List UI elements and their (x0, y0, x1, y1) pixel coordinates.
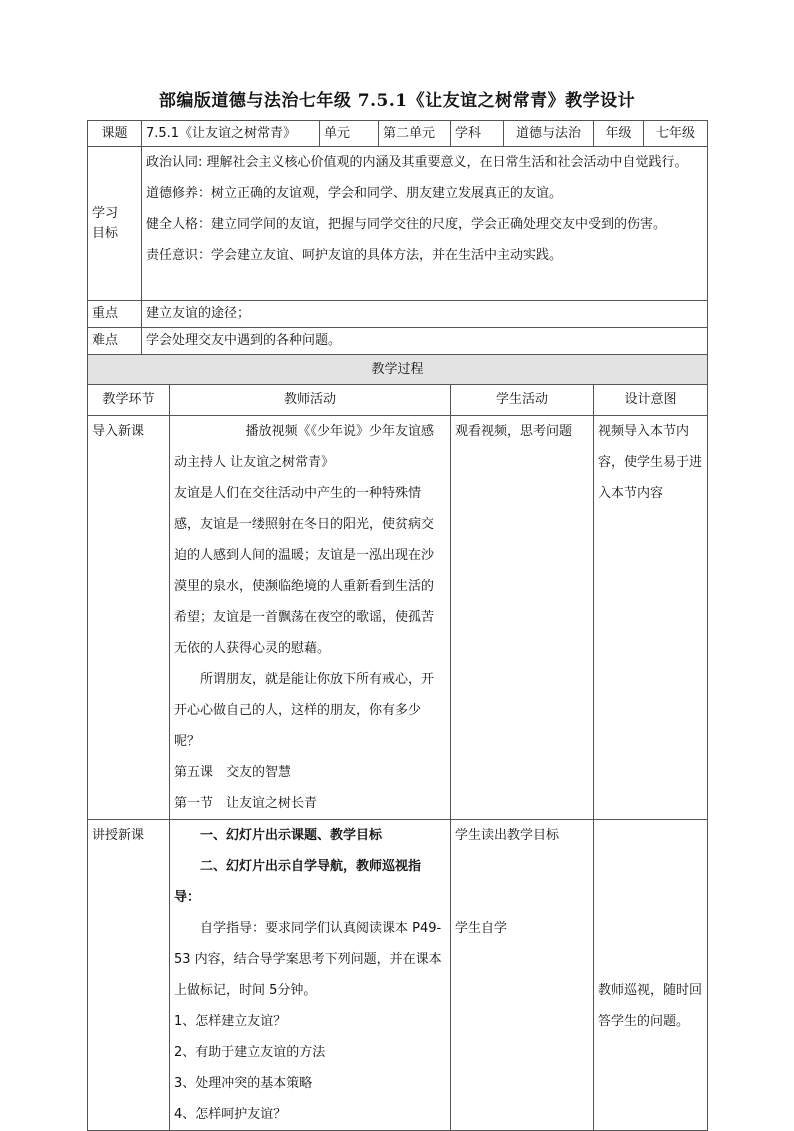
column-header-student: 学生活动 (451, 385, 594, 416)
teacher-paragraph: 所谓朋友，就是能让你放下所有戒心，开开心心做自己的人，这样的朋友，你有多少呢？ (174, 672, 435, 749)
objectives-label: 学习 目标 (88, 147, 142, 301)
column-header-row (88, 385, 708, 416)
teach-teacher-activity (170, 820, 451, 1131)
lesson-plan-table (87, 120, 708, 1131)
grade-label: 年级 (594, 121, 644, 147)
objectives-row (88, 147, 708, 301)
teacher-paragraph: 友谊是人们在交往活动中产生的一种特殊情感，友谊是一缕照射在冬日的阳光，使贫病交迫的人感到人间的温暖；友谊是一泓出现在沙漠里的泉水，使濒临绝境的人重新看到生活的希望；友谊是一首飘荡在夜空的歌谣，使孤苦无依的人获得心灵的慰藉。 (174, 486, 435, 656)
intro-stage: 导入新课 (88, 416, 170, 820)
info-row (88, 121, 708, 147)
teacher-paragraph: 一、幻灯片出示课题、教学目标 (200, 828, 383, 843)
teach-student-activity: 学生读出教学目标 学生自学 (451, 820, 594, 1131)
objective-item: 责任意识：学会建立友谊、呵护友谊的具体方法，并在生活中主动实践。 (146, 248, 563, 263)
question-item: 4、怎样呵护友谊？ (174, 1107, 287, 1122)
key-point-row (88, 301, 708, 328)
question-item: 1、怎样建立友谊？ (174, 1014, 287, 1029)
teach-row (88, 820, 708, 1131)
key-point-value: 建立友谊的途径； (142, 301, 708, 328)
process-header: 教学过程 (88, 355, 708, 385)
difficulty-row (88, 328, 708, 355)
subject-value: 道德与法治 (504, 121, 594, 147)
objective-item: 健全人格：建立同学间的友谊，把握与同学交往的尺度，学会正确处理交友中受到的伤害。 (146, 217, 667, 232)
question-item: 2、有助于建立友谊的方法 (174, 1045, 326, 1060)
page-title: 部编版道德与法治七年级 7.5.1《让友谊之树常青》教学设计 (158, 91, 636, 111)
process-header-row (88, 355, 708, 385)
difficulty-value: 学会处理交友中遇到的各种问题。 (142, 328, 708, 355)
key-point-label: 重点 (88, 301, 142, 328)
difficulty-label: 难点 (88, 328, 142, 355)
teach-design-intent: 教师巡视，随时回答学生的问题。 (594, 820, 708, 1131)
column-header-stage: 教学环节 (88, 385, 170, 416)
teacher-paragraph: 二、幻灯片出示自学导航，教师巡视指导： (174, 859, 422, 905)
teacher-paragraph: 播放视频《《少年说》少年友谊感动主持人 让友谊之树常青》 (174, 424, 435, 470)
intro-design-intent: 视频导入本节内容，使学生易于进入本节内容 (594, 416, 708, 820)
objective-item: 政治认同: 理解社会主义核心价值观的内涵及其重要意义，在日常生活和社会活动中自觉践行。 (146, 155, 688, 170)
teacher-paragraph: 自学指导：要求同学们认真阅读课本 P49-53 内容，结合导学案思考下列问题，并在课本上做标记，时间 5分钟。 (174, 921, 442, 998)
teach-stage: 讲授新课 (88, 820, 170, 1131)
column-header-teacher: 教师活动 (170, 385, 451, 416)
teacher-paragraph: 第一节 让友谊之树长青 (174, 796, 318, 811)
question-item: 3、处理冲突的基本策略 (174, 1076, 313, 1091)
intro-student-activity: 观看视频，思考问题 (451, 416, 594, 820)
topic-value: 7.5.1《让友谊之树常青》 (142, 121, 320, 147)
intro-teacher-activity (170, 416, 451, 820)
subject-label: 学科 (451, 121, 504, 147)
objectives-content (142, 147, 708, 301)
teacher-paragraph: 第五课 交友的智慧 (174, 765, 292, 780)
topic-label: 课题 (88, 121, 142, 147)
grade-value: 七年级 (644, 121, 708, 147)
unit-label: 单元 (320, 121, 379, 147)
intro-row (88, 416, 708, 820)
column-header-intent: 设计意图 (594, 385, 708, 416)
unit-value: 第二单元 (379, 121, 451, 147)
objective-item: 道德修养：树立正确的友谊观，学会和同学、朋友建立发展真正的友谊。 (146, 186, 563, 201)
